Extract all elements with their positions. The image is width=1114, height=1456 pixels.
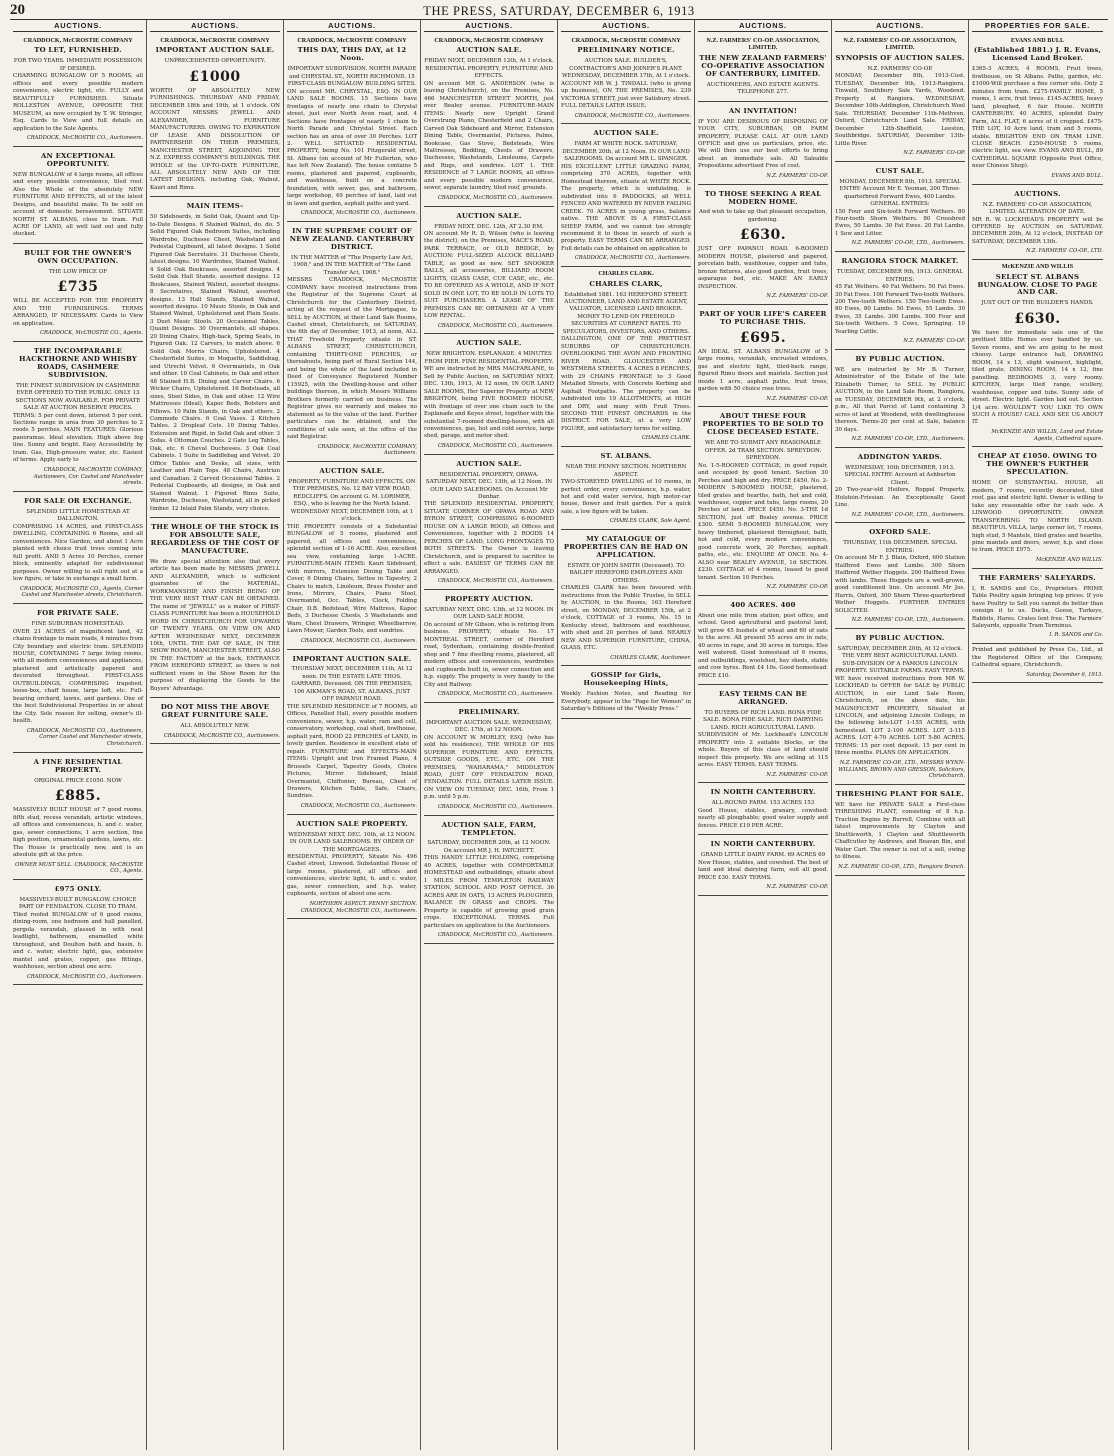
ad-signature: N.Z. FARMERS' CO-OP., LTD., Rangiora Branch. [838, 863, 965, 870]
ad-signature: N.Z. FARMERS' CO-OP., LTD., Auctioneers. [851, 240, 965, 247]
advertisement [698, 835, 828, 896]
column-heading: AUCTIONS. [13, 20, 143, 32]
advertisement [835, 523, 965, 628]
ad-subtitle: WE ARE TO SUBMIT ANY REASONABLE OFFER. 2d TRAM SECTION. SPREYDON. SPREYDON. [704, 440, 822, 462]
ad-title: THIS DAY, THIS DAY, at 12 Noon. [297, 46, 407, 63]
ad-title: THE FARMERS' SALEYARDS. [979, 573, 1096, 582]
ad-title: THE NEW ZEALAND FARMERS' CO-OPERATIVE ASSOCIATION OF CANTERBURY, LIMITED. [699, 53, 827, 78]
advertisement [287, 815, 417, 920]
ad-body: CHARLES CLARK has been favoured with instructions from the Public Trustee, to SELL by AUCTION, in the Rooms, 163 Hereford street, on MONDAY, DECEMBER 15th, at 2 o'clock, COTTAGE of 3 rooms, No. 15 in Kentucky street, bathroom and washhouse, with shed and 20 perches of land. NEARLY NEW AND SUPERIOR FURNITURE, CHINA, GLASS, ETC. [561, 585, 691, 652]
ad-signature: CRADDOCK, McCROSTIE CO., Auctioneers. [574, 255, 691, 262]
ad-subtitle: THE LOW PRICE OF [48, 268, 108, 275]
ad-body: Printed and published by Press Co., Ltd., at the Registered Office of the Company, Cathedral square, Christchurch. [972, 647, 1103, 669]
ad-body: 50 Sideboards, in Solid Oak, Quaint and Up-to-Date Designs. 6 Stained Walnut, do. do. 5 Solid Figured Oak Bedroom Suites, including Wardrobe, Duchesse Chest, Washstand and Pedestal Cupboard, all latest designs. 1 Solid Figured Oak Secretaire. 31 Duchesse Chests, latest designs. 10 Wardrobes, Stained Walnut. 4 Solid Oak Bookcases, assorted designs. 4 Solid Oak Hall Stands, assorted designs. 12 Bookcases, Stained Walnut, assorted designs. 8 Secretaires, Stained Walnut, assorted designs. 13 Hall Stands, Stained Walnut, assorted designs. 10 Music Stools, in Oak and Stained Walnut, Upholstered and Plain Seats. 3 Duet Music Stools. 20 Occasional Tables, Quaint Designs. 30 Overmantels, all shapes. 20 Dining Chairs, High-back, Spring Seats, in Figured Oak. 12 Carvers, to match above. 6 Solid Oak Morris Chairs, Upholstered. 4 Chesterfield Suites, in Moquette, Saddlebag, and Utrecht Velvet. 6 Overmantels, in Oak and other. 10 Coal Cabinets, in Oak and other. 48 Stained H.B. Dining and Carver Chairs. 6 Wicker Chairs, Upholstered. 16 Bedsteads, all sizes, Steel Sides, in Oak and other. 12 Wire Mattresses (Ideal), Kapoc Beds, Bolsters and Pillows. 10 Palm Stands, in Oak and others. 2 Commode Chairs. 6 Coal Vases. 2 Kitchen Tables. 2 Dropleaf Cots. 10 Dining Tables, Extension and Rigid, in Solid Oak and other. 3 Sofas. 4 Ottoman Couches. 2 Gate Leg Tables, Oak, etc. 6 Cheval Duchesses. 3 Oak Coal Cabinets. 1 Suite in Saddlebag and Velvet. 20 Office Tables and Desks, all sizes, with Leather and Plain Tops. 48 Chairs, Austrian and Canadian. 2 Carved Occasional Tables. 2 Pedestal Cupboards, all designs, in Oak and Stained Walnut. 1 Figured Rimu Suite, Wardrobe, Duchesse, Washstand, all in picked timber. 12 Inlaid Palm Stands, very choice. [150, 214, 280, 512]
ad-title: CUST SALE. [875, 166, 925, 175]
ad-title: PRELIMINARY NOTICE. [577, 46, 675, 55]
ad-signature: N.Z. FARMERS' CO-OP., LTD., MESSRS WYNN-WILLIAMS, BROWN AND GRESSON, Solicitors, Christchurch. [838, 759, 965, 780]
ad-body: Weekly Fashion Notes, and Reading for Everybody, appear in the "Page for Women" in Saturday's Editions of the "Weekly Press." [561, 691, 691, 713]
advertisement [835, 785, 965, 875]
ad-body: SUBDIVISION of Mr. Lockhead's LINCOLN PROPERTY into 2 suitable blocks, or the whole. Buyers of this class of land should inspect this property. We are selling at 115 acres. EASY TERMS. EASY TERMS. [698, 732, 828, 769]
advertisement [698, 102, 828, 185]
advertisement [972, 34, 1103, 185]
advertisement [424, 703, 554, 816]
ad-subtitle: Established 1881. 163 HEREFORD STREET. AUCTIONEER, LAND AND ESTATE AGENT, VALUATOR, LICENSED LAND BROKER. MONEY TO LEND ON FREEHOLD SECURITIES AT CURRENT RATES. TO SPECULATORS, INVESTORS, AND OTHERS. [562, 291, 690, 335]
ad-firm-heading: CHARLES CLARK. [598, 270, 654, 278]
ad-signature: CRADDOCK, McCROSTIE CO., Auctioneers. [437, 803, 554, 810]
ad-title: SYNOPSIS OF AUCTION SALES. [835, 53, 965, 62]
ad-price: £735 [57, 279, 99, 296]
ad-body: 20 Two-year-old Heifers, Roppel Property, Holstein-Friesian. An Exceptionally Good Line. [835, 487, 965, 509]
advertisement [424, 207, 554, 335]
ad-signature: N.Z. FARMERS' CO-OP., LTD., Auctioneers. [851, 617, 965, 624]
ad-title: GOSSIP for Girls, Housekeeping Hints, [583, 671, 669, 688]
ad-subtitle: N.Z. FARMERS' CO-OP. [867, 65, 933, 72]
ad-signature: N.Z. FARMERS' CO-OP. [903, 149, 965, 156]
ad-signature: CRADDOCK, McCROSTIE CO., Auctioneers. [437, 691, 554, 697]
ad-signature: CRADDOCK, McCROSTIE COMPANY, Auctioneers. [317, 443, 417, 457]
advertisement [287, 222, 417, 462]
advertisement [13, 34, 143, 147]
ad-price: £630. [739, 227, 787, 244]
advertisement [835, 34, 965, 162]
ad-body: HOME OF SUBSTANTIAL HOUSE, all modern, 7 rooms, recently decorated, tiled roof, gas and electric light. Owner is willing to take any reasonable offer for cash sale. A LINWOOD OPPORTUNITY. OWNER TRANSFERRING TO NORTH ISLAND. BEAUTIFUL VILLA, large corner lot, 7 rooms, high stud, 5 Mantels, tiled grates and hearths, pine mantels and doors, sewer, h.p. and close to tram. PRICE £975. [972, 480, 1103, 554]
ad-signature: CRADDOCK, McCROSTIE CO., Auctioneers. [300, 637, 417, 644]
advertisement [150, 698, 280, 744]
ad-subtitle: IMPORTANT SUBDIVISION. NORTH PARADE and CHRYSTAL ST., NORTH RICHMOND. 15 FIRST-CLASS BUNGALOW BUILDING SITES. [287, 66, 417, 88]
ad-body: Good House, stables, granary, cowshed; nearly all ploughable; good water supply and fences. PRICE £19 PER ACRE. [698, 807, 828, 829]
ad-title: FOR PRIVATE SALE. [37, 609, 119, 618]
column-7 [832, 20, 969, 1450]
ad-title: THRESHING PLANT FOR SALE. [836, 790, 964, 799]
ad-title: IN NORTH CANTERBURY. [710, 788, 816, 797]
ad-subtitle: NEW BRIGHTON. ESPLANADE. 4 MINUTES FROM PIER. FINE RESIDENTIAL PROPERTY. [424, 351, 554, 365]
ad-signature: CRADDOCK, McCROSTIE CO., Auctioneers. [437, 932, 554, 939]
advertisement [424, 816, 554, 944]
ad-firm-heading: CRADDOCK, McCROSTIE COMPANY [297, 37, 407, 44]
ad-subtitle: MASSIVELY-BUILT BUNGALOW. CHOICE PART OF FENDALTON. CLOSE TO TRAM. [18, 896, 138, 911]
advertisement [972, 447, 1103, 568]
ad-signature: N.Z. FARMERS' CO-OP. [766, 172, 828, 179]
ad-signature: CRADDOCK, McCROSTIE CO., Auctioneers. [300, 802, 417, 809]
masthead [10, 4, 1108, 20]
ad-body: AN IDEAL ST. ALBANS BUNGALOW of 5 large rooms, verandah, encrusted windows, gas and electric light, tiled-back range, figured Rimu doors and mantels. Section just inside 1 acre, asphalt paths, fruit trees, garden with 50 choice rose trees. [698, 348, 828, 393]
ad-title: ST. ALBANS. [600, 452, 652, 461]
advertisement [13, 753, 143, 880]
ad-title: CHARLES CLARK, [589, 279, 663, 288]
advertisement [698, 783, 828, 835]
ad-title: SELECT ST. ALBANS BUNGALOW. CLOSE TO PAGE AND CAR. [977, 272, 1098, 297]
ad-body: MASSIVELY BUILT HOUSE of 7 good rooms, fifth stud, recess verandah, artistic windows, all offices and conveniences, h. and c. water, gas, sewer connections, 1 acre section, fine high position, ornamental gardens, lawns, etc. The House is practically new, and is an absolute gift at the price. [13, 807, 143, 859]
advertisement [150, 197, 280, 518]
ad-signature: N.Z. FARMERS' CO-OP. [903, 338, 965, 345]
ad-body: RESIDENTIAL PROPERTY, Situate No. 496 Cashel street, Linwood. Substantial House of large rooms, plastered, all offices and conveniences, electric light, h. and c. water, gas, sewer connection, and h.p. water, cupboards, section of about one acre. [287, 854, 417, 898]
advertisement [424, 34, 554, 207]
ad-subtitle: AUCTION SALE. BUILDER'S, CONTRACTOR'S AND JOINER'S PLANT. WEDNESDAY, DECEMBER 17th, At 1 o'clock. [562, 58, 690, 80]
ad-title: AUCTION SALE. [456, 211, 522, 220]
ad-title: IMPORTANT AUCTION SALE. [292, 654, 412, 663]
ad-body: About one mile from station, post office, and school. Good agricultural and pastoral land, will grow 45 bushels of wheat and 60 of oats to the acre. All present 55 acres are in oats, 40 acres in rape, and 30 acres in turnips. Else well watered. Good homestead of 6 rooms, and outbuildings, woolshed, hay sheds, stable and cow byres. Rent £4 10s. Good homestead. PRICE £10. [698, 612, 828, 679]
ad-signature: CRADDOCK, McCROSTIE CO., Auctioneers. [437, 322, 554, 329]
ad-body: THIS HANDY LITTLE HOLDING, comprising 40 ACRES, together with COMFORTABLE HOMESTEAD and outbuildings, situate about 1 MILES FROM TEMPLETON RAILWAY STATION, SCHOOL AND POST OFFICE. 36 ACRES ARE IN OATS, 13 ACRES PLOUGHED, BALANCE IN GRASS and CROPS. The Property is capable of growing good grain crops. EXCEPTIONAL TERMS. Full particulars on application to the Auctioneers. [424, 855, 554, 929]
ad-subtitle: THURSDAY, 11th DECEMBER. SPECIAL ENTRIES: [843, 540, 957, 554]
advertisement [424, 334, 554, 454]
ad-signature: N.Z. FARMERS' CO-OP. [766, 395, 828, 402]
ad-subtitle: WEDNESDAY NEXT, DEC. 10th, at 12 NOON. IN OUR LAND SALEROOMS. BY ORDER OF THE MORTGAGEES. [288, 831, 416, 853]
column-heading: AUCTIONS. [424, 20, 554, 32]
ad-body: THE SPLENDID RESIDENTIAL PROPERTY, SITUATE CORNER OF OPAWA ROAD AND BYRON STREET, COMPRISING 6-ROOMED HOUSE ON A LARGE ROOD, all Offices and Conveniences, together with 2 ROODS 14 PERCHES OF LAND, LONG FRONTAGES TO BOTH STREETS. The Owner is leaving Christchurch, and is prepared to sacrifice to effect a sale. EASIEST OF TERMS CAN BE ARRANGED. [424, 501, 554, 575]
advertisement [13, 244, 143, 342]
ad-title: AUCTION SALE. [456, 339, 522, 348]
ad-subtitle: SATURDAY, DECEMBER 20th, At 12 o'clock. THE VERY BEST AGRICULTURAL LAND. SUB-DIVISION OF A FAMOUS LINCOLN PROPERTY. SUITABLE FARMS. EASY TERMS. [835, 645, 965, 675]
ad-signature: CRADDOCK, McCROSTIE CO., Auctioneers. [437, 578, 554, 585]
ad-body: We draw special attention also that every article has been made by MESSRS JEWELL AND ALEXANDER, which is sufficient guarantee of the MATERIAL, WORKMANSHIP, AND FINISH BEING OF THE VERY BEST THAT CAN BE OBTAINED. The name of "JEWELL" as a maker of FIRST-CLASS FURNITURE has been a HOUSEHOLD WORD IN CHRISTCHURCH FOR UPWARDS OF TWENTY YEARS. ON VIEW ON AND AFTER WEDNESDAY NEXT, DECEMBER 10th, UNTIL THE DAY OF SALE, IN THE SHOW ROOM, MANCHESTER STREET, ALSO IN THE FACTORY at the back, ENTRANCE FROM HEREFORD STREET, as there is not sufficient room in the Show Room for the purpose of displaying the Goods to the Buyers' Advantage. [150, 558, 280, 692]
ad-signature: CRADDOCK, McCROSTIE CO., Auctioneers, Corner Cashel and Manchester streets, Christchurch. [26, 727, 143, 748]
ad-subtitle: AUCTIONEERS, AND ESTATE AGENTS. TELEPHONE 277. [706, 81, 820, 96]
ad-body: ACCOUNT MR W. J. TINDALL (who is giving up business), ON THE PREMISES, No. 239 VICTORIA STREET, just over Salisbury street. FULL DETAILS LATER ISSUE. [561, 80, 691, 110]
ad-body: ON account Mr R. D. Wilson (who is leaving the district), on the Premises, MACE'S ROAD, PARK TERRACE, or OLD BRIDGE, by AUCTION: FULL-SIZED ALCOCK BILLIARD TABLE, as good as new. SET SNOOKER BALLS, all accessories, BILLIARD ROOM LIGHTS, GLASS CASE, CUE CASE, etc., etc. TO BE OFFERED AS A WHOLE, AND IF NOT SOLD IN ONE LOT, TO BE SOLD IN LOTS TO SUIT PURCHASERS. A LEASE OF THE PREMISES CAN BE OBTAINED AT A VERY LOW RENTAL. [424, 230, 554, 320]
ad-subtitle: TUESDAY, DECEMBER 9th, 1913. GENERAL ENTRIES: [836, 269, 964, 283]
ad-signature: I. R. SANDS and Co. [1049, 632, 1103, 639]
ad-subtitle: JUST OUT OF THE BUILDER'S HANDS. [981, 300, 1094, 307]
column-3 [284, 20, 421, 1450]
advertisement [561, 124, 691, 267]
advertisement [972, 569, 1103, 645]
ad-subtitle: ALL ABSOLUTELY NEW. [180, 723, 250, 730]
ad-signature: N.Z. FARMERS' CO-OP., LTD. [1025, 248, 1103, 255]
ad-title: MY CATALOGUE OF PROPERTIES CAN BE HAD ON APPLICATION. [563, 535, 689, 559]
ad-subtitle: THURSDAY NEXT, DECEMBER 11th, At 12 noon. IN THE ESTATE LATE THOS. GARRARD, Deceased. ON THE PREMISES, 106 AIKMAN'S ROAD, ST. ALBANS, JUST OFF PAPANUI ROAD. [291, 666, 413, 703]
ad-signature: CHARLES CLARK, Sole Agent. [609, 518, 691, 525]
ad-body: TERMS: 5 per cent down, interest 5 per cent. Sections range in area from 30 perches to 2 roods 5 perches. MAIN FEATURES: Glorious panoramas. Ideal elevation. High above fog line. Sunny and bright. Easy Accessibility by tram. Gas, High-pressure water, etc. Easiest of terms. Apply early to [13, 412, 143, 464]
ad-title: AN EXCEPTIONAL OPPORTUNITY. [40, 151, 116, 168]
advertisement [972, 185, 1103, 261]
advertisement [698, 407, 828, 595]
advertisement [835, 252, 965, 350]
ad-subtitle: NEAR THE PENNY SECTION. NORTHERN ASPECT. [565, 464, 687, 478]
ad-title: TO LET, FURNISHED. [34, 46, 122, 55]
ad-subtitle: ESTATE OF JOHN SMITH (Deceased). TO BAILIFF HEREFORD EMPLOYEES AND OTHERS. [567, 562, 685, 584]
advertisement [287, 462, 417, 650]
ad-title: AUCTION SALE PROPERTY. [296, 819, 408, 828]
columns-container [10, 20, 1108, 1450]
ad-signature: N.Z. FARMERS' CO-OP., LTD., Auctioneers. [851, 436, 965, 443]
ad-body: MESSRS CRADDOCK, McCROSTIE COMPANY have received instructions from the Registrar of the Supreme Court at Christchurch for the Canterbury District, acting at the request of the Mortgagee, to SELL by AUCTION, at their Land Sale Rooms, Cashel street, Christchurch, on SATURDAY, the 6th day of December, 1913, at noon, ALL THAT Freehold Property situate in ST. ALBANS STREET, CHRISTCHURCH, containing THIRTY-ONE PERCHES, or thereabouts, being part of Rural Section 144, and being the whole of the land included in Deed of Conveyance Registered Number 115925, with the Dwelling-house and other buildings thereon, in which Messrs Williams Brothers formerly carried on business. The Registrar gives no warranty and makes no statement as to the value of the land. Further particulars can be obtained, and the conditions of sale seen, at the office of the said Registrar. [287, 277, 417, 441]
ad-body: £365-3 ACRES, 4 ROOMS, Fruit trees, fowlhouse, on St Albans. Paths, garden, etc. £1000-Will purchase a fine corner site. Only 2 minutes from tram. £275-FAMILY HOME, 5 rooms, 1 acre, fruit trees. £145-ACRES, heavy land, ploughed, 6 fair House. NORTH CANTERBURY. 40 ACRES, splendid Dairy Farm, ALL FLAT, 6 acres of it cropped. £475-THE LOT, 10 Acre land, tram and 5 rooms, stable. BRIGHTON END ON TRAM LINE. CLOSE BEACH. £250-HOUSE 5 rooms, electric light, sea view. EVANS AND BULL, 89 CATHEDRAL SQUARE (Opposite Post Office, near Chinese Shop). [972, 66, 1103, 170]
ad-title: OXFORD SALE. [869, 528, 931, 537]
ad-title: IMPORTANT AUCTION SALE. [155, 46, 275, 55]
ad-title: BY PUBLIC AUCTION. [855, 355, 945, 364]
ad-title: ADDINGTON YARDS. [857, 452, 943, 461]
ad-title: THE INCOMPARABLE HACKTHORNE AND WHISBY ROADS, CASHMERE SUBDIVISION. [19, 346, 137, 379]
ad-signature: CRADDOCK, McCROSTIE COMPANY, Auctioneers, Cor. Cashel and Manchester streets. [33, 466, 143, 487]
ad-subtitle: MONDAY, DECEMBER 8th, 1913. SPECIAL ENTRY: Account Mr E. Yeoman, 200 Three-quarterbred Forward Ewes, 400 Lambs. GENERAL ENTRIES: [839, 178, 961, 208]
ad-title: AUCTION SALE. [456, 46, 522, 55]
column-1 [10, 20, 147, 1450]
ad-body: WE have received instructions from MR W. LOCKHEAD to OFFER for SALE by PUBLIC AUCTION, in our Land Sale Room, Christchurch, on the above date, his MAGNIFICENT PROPERTY, Situated at LINCOLN, and adjoining Lincoln College, in the following lots-LOT 1-155 ACRES, with homestead. LOT 2-100 ACRES. LOT 3-115 ACRES. LOT 4-70 ACRES. LOT 5-80 ACRES. TERMS: 15 per cent deposit. 15 per cent in three months. PLANS ON APPLICATION. [835, 675, 965, 757]
ad-title: IN NORTH CANTERBURY. [710, 840, 816, 849]
ad-signature: N.Z. FARMERS' CO-OP., LTD., Auctioneers. [851, 511, 965, 518]
ad-subtitle: IN THE MATTER of "The Property Law Act, 1908," and IN THE MATTER of "The Land Transfer Act, 1908." [291, 254, 413, 276]
ad-title: 400 ACRES. 400 [730, 600, 796, 609]
ad-signature: CRADDOCK, McCROSTIE CO., Agents. [40, 330, 143, 337]
ad-title: CHEAP AT £1050. OWING TO THE OWNER'S FURTHER SPECULATION. [978, 452, 1097, 477]
ad-title: IN THE SUPREME COURT OF NEW ZEALAND. CANTERBURY DISTRICT. [289, 226, 415, 251]
ad-body: On account Mr F. J. Blain, Oxford, 600 Station Halfbred Ewes and Lambs. 300 Shorn Halfbred Wether Hoggets. 200 Halfbred Ewes with lambs. These Hoggets are a well-grown, good conditioned line. On account Mr Jos. Harris, Oxford, 300 Shorn Three-quarterbred Wether Hoggets. FURTHER ENTRIES SOLICITED. [835, 555, 965, 614]
ad-subtitle: SATURDAY, DECEMBER 20th, at 12 NOON. On account MR J. H. PATCHETT. [427, 840, 551, 854]
ad-subtitle: FRIDAY NEXT, DEC. 12th, AT 2.30 P.M. [434, 223, 544, 230]
ad-firm-heading: CRADDOCK, McCROSTIE COMPANY [23, 37, 133, 44]
ad-title: PROPERTY AUCTION. [444, 594, 534, 603]
advertisement [287, 650, 417, 815]
advertisement [835, 448, 965, 524]
ad-body: We have for immediate sale one of the prettiest little Homes ever handled by us. Seven rooms, and we are going to be most choosy. Large entrance hall, DRAWING ROOM, 14 x 13, slight wainscot, highlight, tiled grate. DINING ROOM, 14 x 12, fine panelling. BEDROOMS 3, very roomy. KITCHEN, large tiled range, scullery, washhouse, copper and tubs. Sunny side of street. Electric light. Garden laid out. Section 1/4 acre. WOULDN'T YOU LIKE TO OWN SUCH A HOUSE? CALL AND SEE US ABOUT IT. [972, 329, 1103, 426]
ad-body: CHARMING BUNGALOW OF 5 ROOMS, all offices and every possible modern convenience, electric light, etc. FULLY and BEAUTIFULLY FURNISHED. Situate ROLLESTON AVENUE, OPPOSITE THE MUSEUM, as now occupied by T. W. Stringer, Esq. Cards to View and full details on application to the Sole Agents. [13, 73, 143, 132]
ad-firm-heading: N.Z. FARMERS' CO-OP. ASSOCIATION, LIMITED. [706, 37, 820, 52]
ad-body: WE are instructed by MRS MACFARLANE, to Sell by Public Auction, on SATURDAY NEXT, DEC. 13th, 1913, At 12 noon, IN OUR LAND SALE ROOMS, Her Superior Property at NEW BRIGHTON, being FIVE ROOMED HOUSE, with frontage of over one chain each to the Esplanade and Keyes street, together with the substantial 7-roomed dwelling-house, with all conveniences, gas, hot and cold service, large shed, garage, and motor shed. [424, 366, 554, 440]
advertisement [424, 455, 554, 590]
advertisement [561, 530, 691, 666]
ad-body: ON account MR. CHRYSTAL, ESQ. IN OUR LAND SALE ROOMS. 15 Sections have frontages of nearly one chain to Chrystal street, just over North Avon road, and. 4 Sections have frontages of nearly 1 chain to North Parade and Chrystal Street. Each section has an area of over 30 Perches. LOT 2. WELL SITUATED RESIDENTIAL PROPERTY, being No. 101 Fitzgerald street, St. Albans (on account of Mr Fullerton, who has left New Zealand). The house contains 5 rooms, plastered and papered, cupboards, and washhouse, built on a concrete foundation, with sewer, gas, and bathroom, large workshop, 49 perches of land, laid out in lawn and garden, asphalt paths and yard. [287, 88, 417, 207]
ad-subtitle: RESIDENTIAL PROPERTY, OPAWA. SATURDAY NEXT, DEC. 13th, at 12 Noon. IN OUR LAND SALEROOMS. On Account Mr Dunbar. [425, 471, 553, 500]
ad-price: £885. [54, 788, 102, 805]
column-2 [147, 20, 284, 1450]
ad-body: WORTH OF ABSOLUTELY NEW FURNISHINGS. THURSDAY AND FRIDAY, DECEMBER 18th and 19th, at 1 o'clock. ON ACCOUNT MESSRS JEWELL AND ALEXANDER, FURNITURE MANUFACTURERS. OWING TO EXPIRATION OF LEASE AND DISSOLUTION OF PARTNERSHIP. ON THEIR PREMISES, MANCHESTER STREET, ADJOINING THE N.Z. EXPRESS COMPANY'S BUILDINGS. THE WHOLE of the UP-TO-DATE FURNITURE, ALL ABSOLUTELY NEW AND OF THE LATEST DESIGNS, including Oak, Walnut, Kauri and Rimu. [150, 87, 280, 191]
advertisement [13, 342, 143, 492]
column-5 [558, 20, 695, 1450]
ad-subtitle: SPLENDID LITTLE HOMESTEAD AT DALLINGTON. [26, 508, 130, 523]
ad-title: AN INVITATION! [728, 106, 798, 115]
ad-subtitle: FINE SUBURBAN HOMESTEAD. [31, 621, 125, 628]
ad-signature: OWNER MUST SELL. CRADDOCK, McCROSTIE CO., Agents. [15, 861, 143, 875]
ad-body: OVER 21 ACRES of magnificent land, 42 chains frontage to main roads, 4 minutes from City boundary and electric tram. SPLENDID HOUSE, CONTAINING 7 large living rooms, with all modern conveniences and appliances, plastered and artistically papered and decorated throughout. FIRST-CLASS OUTBUILDINGS, COMPRISING trapshed, loose-box, chaff house, large loft, etc. Full-bearing orchard, lawns, and gardens. One of the best Subdivisional Properties in or about the City. Sole reason for selling, owner's ill-health. [13, 628, 143, 725]
ad-firm-heading: CRADDOCK, McCROSTIE COMPANY [571, 37, 681, 44]
ad-subtitle: N.Z. FARMERS' CO-OP. ASSOCIATION, LIMITED. ALTERATION OF DATE. [982, 201, 1093, 216]
newspaper-title: THE PRESS, SATURDAY, DECEMBER 6, 1913 [423, 4, 695, 18]
ad-signature: N.Z. FARMERS' CO-OP. [766, 584, 828, 591]
ad-title: A FINE RESIDENTIAL PROPERTY. [33, 757, 123, 774]
ad-title: EASY TERMS CAN BE ARRANGED. [718, 690, 807, 706]
ad-signature: CRADDOCK, McCROSTIE CO., Auctioneers. [163, 732, 280, 739]
ad-body: I, R. SANDS and Co., Proprietors. PRIME Table Poultry again bringing top prices. If you have Poultry to Sell you cannot do better than consign it to us. Ducks, Geese, Turkeys, Rabbits, Hares. Crates lent free. The Farmers' Saleyards, opposite Tram Terminus. [972, 585, 1103, 629]
advertisement [13, 492, 143, 604]
ad-body: NEW BUNGALOW of 4 large rooms, all offices and every possible convenience, tiled roof. Also the Whole of the absolutely NEW FURNITURE AND EFFECTS, all of the latest Designs, and beautiful make. To be sold on account of domestic bereavement. SITUATE NORTH ST. ALBANS, close to tram. Full ACRE OF LAND, all well laid out and fully stocked. [13, 171, 143, 238]
ad-signature: CRADDOCK, McCROSTIE CO., Auctioneers. [437, 442, 554, 449]
ad-body: WE have for PRIVATE SALE a First-class THRESHING PLANT, consisting of 8 h.p. Traction Engine by Burrell, Combine with all latest improvements by Clayton and Shuttleworth, 1 Clayton and Shuttleworth Chaffcutter by Andrews, and Beavan Bin, and Water Cart. The owner is out of a sell, owing to illness. [835, 802, 965, 861]
ad-body: THE SPLENDID RESIDENCE of 7 ROOMS, all Offices, Panelled Hall, every possible modern convenience, sewer, h.p. water, ram and cell, conservatory, workshop, coal shed, fowlhouse, asphalt yard, ROOD 22 PERCHES of LAND, in lovely garden. Residence in excellent state of repair. FURNITURE and EFFECTS-MAIN ITEMS: Upright and Iron Framed Piano, 4 Brussels Carpet, Tapestry Goods, Choice Pictures, Mirror Sideboard, Inlaid Overmantel, Chiffonier, Bureau, Chest of Drawers, Kitchen Table, Safe, Chairs, Sundries. [287, 703, 417, 800]
ad-body: Tiled roofed BUNGALOW of 6 good rooms, dining-room, one bedroom and hall panelled, pergola verandah, glassed in with neat leadlight, bathroom, enamelled white throughout, and Doulton bath and basin, h. and c. water, electric light, gas, extensive mantel and grates, copper, gas fittings, washhouse, section about one acre. [13, 911, 143, 971]
ad-body: TWO-STOREYED DWELLING of 10 rooms, in perfect order, every convenience, h.p. water, hot and cold water service, high motor-car house, flower and fruit garden. For a quick sale, a low figure will be taken. [561, 479, 691, 515]
ad-subtitle: FARM AT WHITE ROCK. SATURDAY, DECEMBER 20th, at 12 Noon. IN OUR LAND SALEROOMS. On account MR L. SPANGER. [562, 141, 690, 163]
advertisement [150, 34, 280, 197]
advertisement [972, 260, 1103, 447]
ad-firm-heading: CRADDOCK, McCROSTIE COMPANY [434, 37, 544, 44]
ad-firm-heading: EVANS AND BULL [1010, 37, 1065, 44]
ad-firm-heading: McKENZIE AND WILLIS [1001, 263, 1074, 271]
ad-subtitle: THE FINEST SUBDIVISION IN CASHMERE EVER OFFERED TO THE PUBLIC. ONLY 13 SECTIONS NOW AVAILABLE. FOR PRIVATE SALE AT AUCTION RESERVE PRICES. [15, 382, 141, 412]
ad-title: PART OF YOUR LIFE'S CAREER TO PURCHASE THIS. [699, 309, 827, 326]
ad-subtitle: TO BUYERS OF RICH LAND. BONA FIDE SALE. BONA FIDE SALE. RICH DAIRYING LAND. RICH AGRICULTURAL LAND. [703, 709, 823, 731]
ad-price: £695. [739, 329, 787, 346]
ad-body: No. 1-5-ROOMED COTTAGE, in good repair, and occupied by good tenant. Section 30 Perches and high and dry. PRICE £450. No. 2-MODERN 5-ROOMED HOUSE, plastered, tiled grates and hearths, bath, hot and cold, washhouse, copper and tubs, large rooms, 20 Perches of land. PRICE £450. No. 3-THE 1d SECTION, just off Bealey avenue. PRICE £300. SEMI 5-ROOMED BUNGALOW, very heavy timbered, plastered throughout, bath, hot and cold, every modern convenience, good concrete work, 20 Perches, asphalt paths, etc., etc. ENQUIRE AT ONCE. No. 4-ALSO near BEALEY AVENUE, 1d SECTION. £230. COTTAGE of 4 rooms, leased to good tenant. Section 10 Perches. [698, 462, 828, 581]
advertisement [150, 518, 280, 698]
ad-body: On account of Mr Gibson, who is retiring from business. PROPERTY, situate No. 17 MONTREAL STREET, corner of Hereford road, Sydenham, containing double-fronted shop and 7 fine dwelling rooms, plastered, all modern offices and conveniences, wardrobes and cupboards built in, sewer connection and h.p. supply. The property is very handy to the City and Railway. [424, 621, 554, 688]
ad-subtitle: SATURDAY NEXT, DEC. 13th, at 12 NOON. IN OUR LAND SALE ROOM. [424, 606, 554, 621]
ad-signature: N.Z. FARMERS' CO-OP. [766, 293, 828, 300]
ad-price: £630. [1014, 310, 1061, 327]
ad-title: AUCTION SALE. [593, 129, 659, 138]
ad-signature: CHARLES CLARK. [641, 435, 691, 442]
column-heading: PROPERTIES FOR SALE. [972, 20, 1103, 32]
ad-title: TO THOSE SEEKING A REAL MODERN HOME. [704, 189, 822, 206]
ad-title: BUILT FOR THE OWNER'S OWN OCCUPATION. [24, 248, 132, 265]
column-8 [969, 20, 1106, 1450]
ad-title: RANGIORA STOCK MARKET. [841, 257, 959, 266]
ad-signature: CRADDOCK, McCROSTIE CO., Auctioneers. [26, 973, 143, 980]
ad-title: FOR SALE OR EXCHANGE. [24, 497, 132, 506]
ad-subtitle: IMPORTANT AUCTION SALE. WEDNESDAY, DEC. 17th, at 12 NOON. [426, 719, 552, 734]
advertisement [13, 880, 143, 985]
ad-body: WE are instructed by Mr B. Turner, Administrator of the Estate of the late Elizabeth Turner, to SELL by PUBLIC AUCTION, in the Land Sale Room, Rangiora, on TUESDAY, DECEMBER 9th, at 2 o'clock, p.m., All that Parcel of Land containing 3 acres of land at Woodend, with dwellinghouse thereon. Terms-20 per cent at Sale, balance 30 days. [835, 367, 965, 433]
ad-signature: CRADDOCK, McCROSTIE CO., Auctioneers. [437, 194, 554, 201]
ad-subtitle: FRIDAY NEXT, DECEMBER 12th, At 1 o'clock. RESIDENTIAL PROPERTY, FURNITURE AND EFFECTS. [424, 58, 554, 80]
ad-signature: CRADDOCK, McCROSTIE CO., Auctioneers. [574, 112, 691, 119]
ad-title: AUCTIONS. [1014, 189, 1061, 198]
ad-firm-heading: CRADDOCK, McCROSTIE COMPANY [160, 37, 270, 44]
advertisement [698, 185, 828, 305]
ad-title: MAIN ITEMS- [186, 202, 244, 211]
ad-title: AUCTION SALE. [456, 459, 522, 468]
ad-subtitle: ALL-ROUND FARM. 153 ACRES 153 [711, 800, 815, 807]
ad-subtitle: And wish to take up that pleasant occupation, gardening. [698, 209, 828, 223]
ad-price: £1000 [189, 68, 241, 85]
ad-signature: McKENZIE AND WILLIS. [1036, 556, 1103, 563]
ad-signature: CRADDOCK, McCROSTIE CO., Auctioneers. [300, 210, 417, 217]
ad-signature: Saturday, December 6, 1913. [1026, 671, 1103, 678]
advertisement [698, 596, 828, 685]
column-heading: AUCTIONS. [835, 20, 965, 32]
ad-title: ABOUT THESE FOUR PROPERTIES TO BE SOLD TO CLOSE DECEASED ESTATE. [702, 412, 824, 437]
ad-title: £975 ONLY. [54, 885, 102, 894]
advertisement [424, 590, 554, 703]
ad-subtitle: PROPERTY, FURNITURE AND EFFECTS, ON THE PREMISES, No. 12 BAY VIEW ROAD, REDCLIFFS. On account G. M. LORIMER, ESQ., who is leaving for the North Island. WEDNESDAY NEXT, DECEMBER 10th, at 1 o'clock. [288, 478, 416, 523]
ad-body: ON account MR G. ANDERSON (who is leaving Christchurch), on the Premises, No. 466 MANCHESTER STREET NORTH, just over Bealey avenue. FURNITURE-MAIN ITEMS: Nearly new Upright Grand Overstrung Piano, Chesterfield and 2 Chairs, Carved Oak Sideboard and Mirror, Extension Dining Table, Overmantel, Pictures, Palms, Bookcase, Gas Stove, Bedsteads, Wire Mattresses, Bedding, Chests of Drawers, Duchesses, Washstands, Linoleums, Carpets and Rugs, and sundries. LOT 1. THE RESIDENCE of 7 LARGE ROOMS, all offices and every possible modern convenience, sewer, separate laundry, tiled roof, grounds. [424, 80, 554, 192]
ad-title: THE WHOLE OF THE STOCK IS FOR ABSOLUTE SALE, REGARDLESS OF THE COST OF MANUFACTURE. [150, 523, 280, 555]
ad-body: DALLINGTON, ONE OF THE PRETTIEST SUBURBS OF CHRISTCHURCH. OVERLOOKING THE AVON AND FRONTING RIVER ROAD, GLOUCESTER AND WESTMERA STREETS. 4 ACRES 8 PERCHES, with 29 CHAINS FRONTAGE to 3 Good Metalled Streets, with Concrete Kerbing and Asphalt Footpaths. The property can be subdivided into 19 ALLOTMENTS, at HIGH and DRY, and many with Fruit Trees. SECOND THE FINEST ORCHARDS in the DISTRICT. FOR SALE, at a very LOW FIGURE, and satisfactory terms for selling. [561, 336, 691, 432]
ad-body: New House, stables, and cowshed. The best of land and ideal dairying farm, soil all good. PRICE £30. EASY TERMS. [698, 859, 828, 881]
ad-body: 45 Fat Wethers. 40 Fat Wethers. 50 Fat Ewes. 30 Fat Ewes. 100 Forward Two-tooth Wethers. 200 Two-tooth Wethers. 150 Two-tooth Ewes. 80 Ewes, 80 Lambs. 50 Ewes, 55 Lambs. 30 Ewes, 35 Lambs. 300 Lambs. 500 Four and Six-tooth Wethers. 5 Cows, Springing. 10 Yearling Cattle. [835, 284, 965, 335]
column-heading: AUCTIONS. [561, 20, 691, 32]
advertisement [835, 629, 965, 785]
ad-subtitle: ORIGINAL PRICE £1050. NOW [34, 777, 122, 784]
ad-signature: McKENZIE AND WILLIS, Land and Estate Agents, Cathedral square. [991, 428, 1103, 442]
advertisement [561, 447, 691, 530]
ad-signature: N.Z. FARMERS' CO-OP. [766, 771, 828, 778]
column-4 [421, 20, 558, 1450]
ad-subtitle: GRAND LITTLE DAIRY FARM. 69 ACRES 69 [700, 852, 826, 859]
ad-subtitle: WEDNESDAY, 10th DECEMBER, 1913. SPECIAL ENTRY: Account at Ashburton Client. [844, 464, 956, 486]
ad-body: COMPRISING 14 ACRES, and FIRST-CLASS DWELLING, CONTAINING 6 Rooms, and all conveniences. Nice Garden, and about 1 Acre planted with choice fruit trees coming into full profit. AND 5 Acres 10 Perches, corner block, eminently adapted for subdivisional purposes. Owner willing to sell right out at a low figure, or take in exchange a small farm. [13, 523, 143, 583]
advertisement [287, 34, 417, 222]
ad-body: MR R. W. LOCKHEAD'S PROPERTY will be OFFERED by AUCTION on SATURDAY, DECEMBER 20th, At 12 o'clock, INSTEAD OF SATURDAY, DECEMBER 13th. [972, 216, 1103, 245]
column-heading: AUCTIONS. [287, 20, 417, 32]
ad-signature: NORTHERN ASPECT. PENNY SECTION. CRADDOCK, McCROSTIE CO., Auctioneers. [300, 900, 417, 914]
advertisement [698, 685, 828, 783]
column-heading: AUCTIONS. [698, 20, 828, 32]
ad-title: DO NOT MISS THE ABOVE GREAT FURNITURE SALE. [160, 703, 270, 720]
ad-signature: N.Z. FARMERS' CO-OP. [766, 884, 828, 891]
advertisement [561, 34, 691, 124]
ad-body: THE PROPERTY consists of a Substantial BUNGALOW of 5 rooms, plastered and papered, all offices and conveniences, splendid section of 1-16 ACRE. Also, excellent sea view, containing large 1-ACRE. FURNITURE-MAIN ITEMS: Kauri Sideboard, with mirrors, Extension Dining Table and Cover, 6 Dining Chairs, Settee in Tapestry, 2 Chairs to match, Linoleum, Brass Fender and Irons, Mirrors, Chairs, Piano Stool, Overmantel, Occ. Tables, Clock, Folding Chair, D.B. Bedstead, Wire Mattress, Kapoc Beds, 3 Duchesse Chests, 3 Washstands and Ware, Chest Drawers, Wringer, Wheelbarrow, Lawn Mower, Garden Tools, and sundries. [287, 523, 417, 635]
advertisement [972, 644, 1103, 683]
ad-body: JUST OFF PAPANUI ROAD. 6-ROOMED MODERN HOUSE, plastered and papered, porcelain bath, washhouse, copper and tubs, bronze fixtures, also good garden, fruit trees, asparagus bed, etc. MAKE AN EARLY INSPECTION. [698, 246, 828, 290]
ad-body: WILL BE ACCEPTED FOR THE PROPERTY AND THE FURNISHINGS. TERMS ARRANGED, IF NECESSARY. Cards to View on application. [13, 298, 143, 327]
ad-firm-heading: N.Z. FARMERS' CO-OP. ASSOCIATION, LIMITED. [843, 37, 957, 52]
ad-title: AUCTION SALE, FARM, TEMPLETON. [441, 820, 537, 837]
page-number: 20 [10, 2, 25, 18]
ad-title: (Established 1881.) J. R. Evans, Licensed Land Broker. [973, 46, 1102, 63]
ad-body: IF YOU ARE DESIROUS OF DISPOSING OF YOUR CITY, SUBURBAN, OR FARM PROPERTY, PLEASE CALL AT OUR LAND OFFICE and give us particulars, price, etc. We will then use our best efforts to bring about an immediate sale. All Saleable Propositions advertised Free of cost. [698, 118, 828, 170]
advertisement [835, 162, 965, 252]
ad-title: AUCTION SALE. [319, 467, 385, 475]
ad-body: ON ACCOUNT W. MORLEY, ESQ. (who has sold his residence), THE WHOLE OF HIS SUPERIOR FURNITURE AND EFFECTS, OUTSIDE GOODS, ETC., ETC. ON THE PREMISES, "WAHARAMA," MIDDLETON ROAD, JUST OFF FENDALTON ROAD, FENDALTON. FULL DETAILS LATER ISSUE. ON VIEW ON TUESDAY, DEC. 16th, From 1 p.m. until 5 p.m. [424, 734, 554, 801]
ad-signature: EVANS AND BULL. [1051, 172, 1103, 179]
ad-subtitle: UNPRECEDENTED OPPORTUNITY. [164, 58, 266, 65]
ad-body: MONDAY, December 8th, 1913-Cust. TUESDAY, December 9th, 1913-Rangiora, Tinwald, Southbury Sale Yards, Woodend. Property at Rangiora. WEDNESDAY, December 10th-Addington, Christchurch Wool Sale. THURSDAY, December 11th-Methven, Oxford, Christchurch Land Sale. FRIDAY, December 12th-Sheffield, Leeston, Southbridge. SATURDAY, December 13th-Little River. [835, 73, 965, 147]
ad-body: 150 Four and Six-tooth Forward Wethers. 80 Four-tooth Shorn Wethers. 80 Crossbred Ewes, 50 Lambs. 30 Fat Ewes. 20 Fat Lambs. 1 Sow and Litter. [835, 208, 965, 237]
advertisement [698, 305, 828, 407]
ad-subtitle: FOR TWO YEARS. IMMEDIATE POSSESSION IF DESIRED. [13, 58, 143, 72]
advertisement [13, 147, 143, 244]
ad-signature: CRADDOCK, McCROSTIE CO., Auctioneers. [26, 135, 143, 142]
ad-title: PRELIMINARY. [458, 707, 520, 716]
advertisement [561, 267, 691, 447]
column-heading: AUCTIONS. [150, 20, 280, 32]
ad-signature: CHARLES CLARK, Auctioneer. [610, 654, 691, 661]
advertisement [835, 350, 965, 448]
advertisement [561, 666, 691, 718]
advertisement [698, 34, 828, 102]
ad-signature: CRADDOCK, McCROSTIE CO., Agents, Corner Cashel and Manchester streets, Christchurch. [19, 585, 143, 599]
column-6 [695, 20, 832, 1450]
ad-body: HIS EXCELLENT LITTLE GRAZING FARM, comprising 370 ACRES, together with Homestead thereon, situate at WHITE ROCK. The property, which is undulating, is subdivided into 6 PADDOCKS, all WELL FENCED AND WATERED BY NEVER FAILING CREEK. 70 ACRES in young grass, balance native. THE ABOVE IS A FIRST-CLASS SHEEP FARM, and we cannot too strongly recommend it to those in search of such a property. EASY TERMS CAN BE ARRANGED. Full details can be obtained on application to [561, 163, 691, 252]
ad-title: BY PUBLIC AUCTION. [855, 633, 945, 642]
advertisement [13, 604, 143, 753]
